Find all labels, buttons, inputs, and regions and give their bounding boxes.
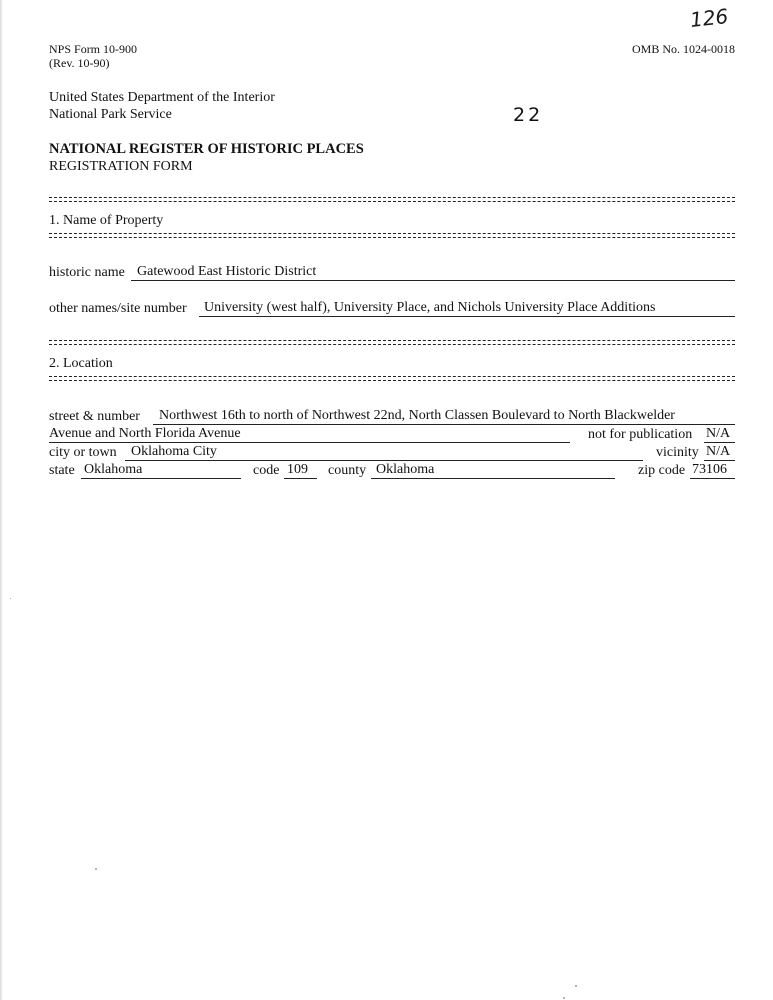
zip-code-label: zip code [638, 463, 686, 478]
agency-line-2: National Park Service [49, 107, 172, 122]
section-divider [49, 376, 735, 383]
street-value-line-2: Avenue and North Florida Avenue [49, 426, 241, 441]
scan-speck [563, 997, 565, 999]
street-field-line-2[interactable] [49, 426, 570, 443]
other-names-field[interactable] [199, 300, 735, 317]
state-label: state [49, 463, 75, 478]
other-names-label: other names/site number [49, 301, 187, 316]
state-field[interactable] [81, 462, 241, 479]
county-label: county [328, 463, 367, 478]
section-divider [49, 233, 735, 240]
street-field-line-1[interactable] [153, 408, 735, 425]
section-1-heading: 1. Name of Property [49, 213, 164, 228]
other-names-value: University (west half), University Place, and Nichols University Place Additions [204, 300, 656, 315]
city-label: city or town [49, 445, 117, 460]
city-value: Oklahoma City [131, 444, 217, 459]
code-label: code [253, 463, 280, 478]
section-divider [49, 340, 735, 347]
vicinity-value: N/A [706, 444, 731, 459]
vicinity-label: vicinity [656, 445, 699, 460]
vicinity-field[interactable] [704, 444, 735, 461]
code-field[interactable] [284, 462, 317, 479]
form-number: NPS Form 10-900 [49, 42, 138, 56]
scan-speck [10, 598, 11, 599]
city-field[interactable] [125, 444, 643, 461]
zip-code-value: 73106 [692, 462, 727, 477]
form-revision: (Rev. 10-90) [49, 56, 110, 70]
not-for-publication-label: not for publication [588, 427, 693, 442]
not-for-publication-field[interactable] [704, 426, 735, 443]
county-value: Oklahoma [376, 462, 435, 477]
scan-speck [575, 985, 577, 987]
form-subtitle: REGISTRATION FORM [49, 159, 193, 174]
code-value: 109 [287, 462, 308, 477]
scan-speck [95, 868, 97, 870]
scan-edge [0, 0, 3, 1000]
zip-code-field[interactable] [690, 462, 735, 479]
county-field[interactable] [371, 462, 615, 479]
omb-number: OMB No. 1024-0018 [631, 42, 735, 56]
street-label: street & number [49, 409, 140, 424]
form-title: NATIONAL REGISTER OF HISTORIC PLACES [49, 141, 364, 157]
state-value: Oklahoma [84, 462, 143, 477]
stamp-number-text: 22 [513, 104, 544, 126]
street-value-line-1: Northwest 16th to north of Northwest 22nd, North Classen Boulevard to North Blackwelder [159, 408, 675, 423]
historic-name-value: Gatewood East Historic District [137, 264, 317, 279]
section-divider [49, 197, 735, 204]
historic-name-field[interactable] [131, 264, 735, 281]
agency-line-1: United States Department of the Interior [49, 90, 275, 105]
historic-name-label: historic name [49, 265, 125, 280]
not-for-publication-value: N/A [706, 426, 731, 441]
section-2-heading: 2. Location [49, 356, 113, 371]
handwritten-page-number: 126 [688, 4, 730, 32]
stamp-number [513, 104, 543, 126]
